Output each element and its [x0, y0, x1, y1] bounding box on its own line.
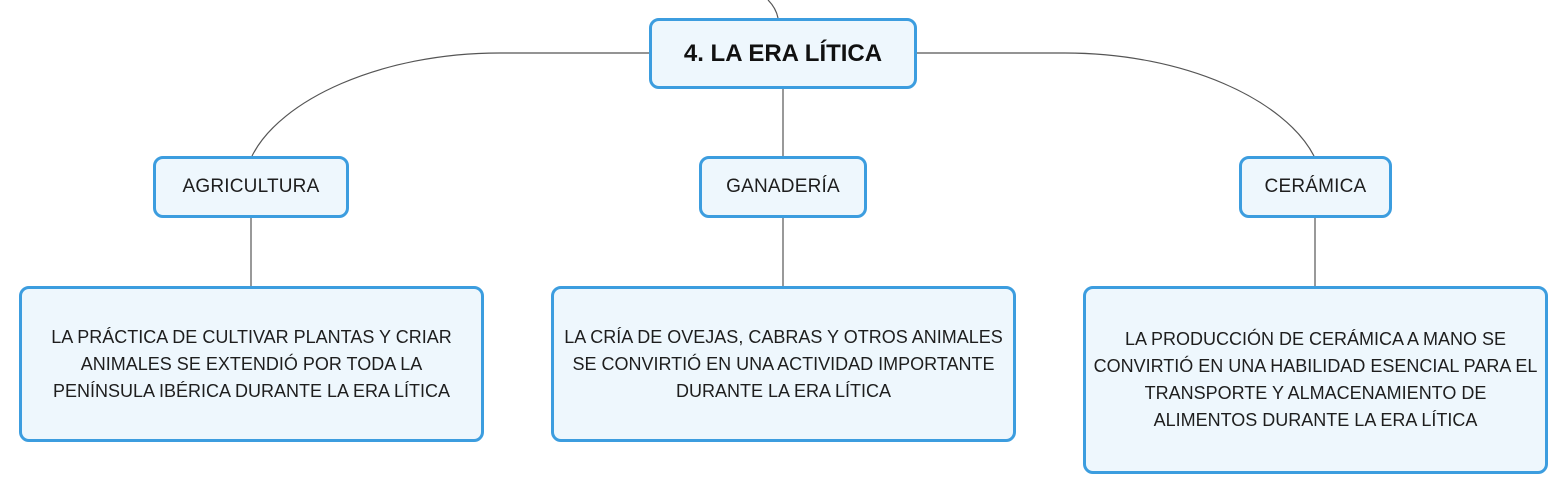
detail-text: LA CRÍA DE OVEJAS, CABRAS Y OTROS ANIMALES SE CONVIRTIÓ EN UNA ACTIVIDAD IMPORTANTE DURANTE LA ERA LÍTICA — [564, 326, 1003, 401]
category-node-ceramica[interactable] — [1239, 156, 1392, 218]
category-node-ganaderia[interactable] — [699, 156, 867, 218]
category-label: CERÁMICA — [1264, 176, 1367, 197]
root-node[interactable] — [649, 18, 917, 89]
category-label: GANADERÍA — [726, 176, 840, 197]
root-label: 4. LA ERA LÍTICA — [683, 39, 883, 67]
detail-text: LA PRODUCCIÓN DE CERÁMICA A MANO SE CONVIRTIÓ EN UNA HABILIDAD ESENCIAL PARA EL TRANSPORTE Y ALMACENAMIENTO DE ALIMENTOS DURANTE LA ERA LÍTICA — [1093, 329, 1538, 430]
category-node-agricultura[interactable] — [153, 156, 349, 218]
category-label: AGRICULTURA — [182, 176, 320, 197]
connector-root-to-agricultura — [252, 53, 649, 156]
detail-node-ganaderia[interactable] — [551, 286, 1016, 442]
detail-text: LA PRÁCTICA DE CULTIVAR PLANTAS Y CRIAR ANIMALES SE EXTENDIÓ POR TODA LA PENÍNSULA IBÉRICA DURANTE LA ERA LÍTICA — [51, 326, 452, 401]
detail-node-agricultura[interactable] — [19, 286, 484, 442]
connector-root-to-ceramica — [917, 53, 1314, 156]
connector-incoming-parent — [768, 0, 778, 18]
detail-node-ceramica[interactable] — [1083, 286, 1548, 474]
